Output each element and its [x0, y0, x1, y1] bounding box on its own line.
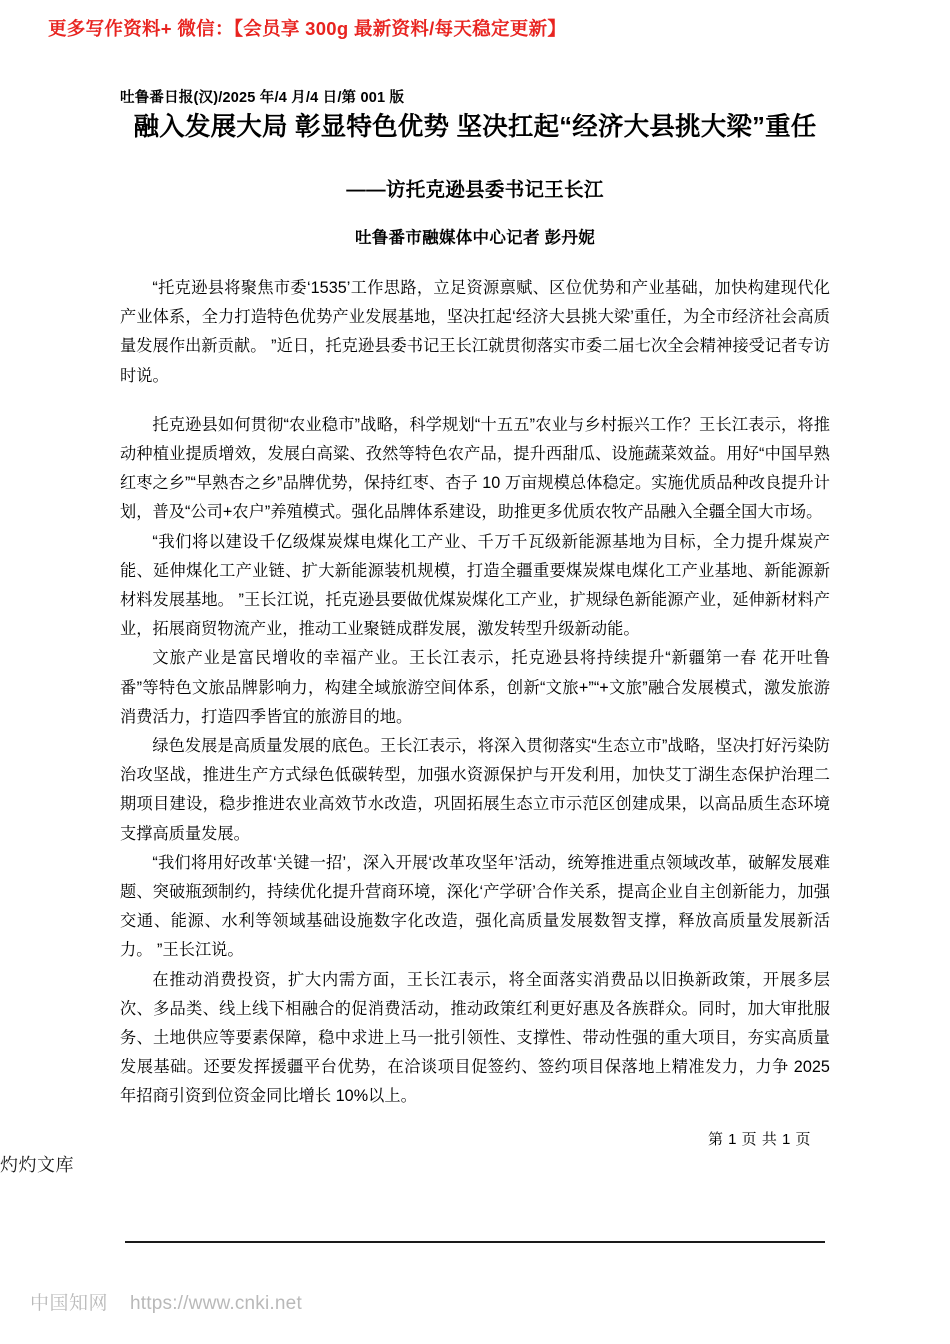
article-paragraph: 文旅产业是富民增收的幸福产业。王长江表示，托克逊县将持续提升“新疆第一春 花开吐鲁番”等特色文旅品牌影响力，构建全域旅游空间体系，创新“文旅+”“+文旅”融合发展模式，激发旅游消费活力，打造四季皆宜的旅游目的地。: [120, 649, 830, 726]
cnki-brand-name: 中国知网: [30, 1293, 109, 1314]
article-paragraph: 在推动消费投资，扩大内需方面，王长江表示，将全面落实消费品以旧换新政策，开展多层次、多品类、线上线下相融合的促消费活动，推动政策红利更好惠及各族群众。同时，加大审批服务、土地供应等要素保障，稳中求进上马一批引领性、支撑性、带动性强的重大项目，夯实高质量发展基础。还要发挥援疆平台优势，在洽谈项目促签约、签约项目保落地上精准发力，力争 2025 年招商引资到位资金同比增长 10%以上。: [120, 970, 830, 1106]
library-watermark: 灼灼文库: [0, 1155, 74, 1175]
cnki-footer: [30, 1288, 302, 1315]
article-paragraph: “我们将以建设千亿级煤炭煤电煤化工产业、千万千瓦级新能源基地为目标，全力提升煤炭产能、延伸煤化工产业链、扩大新能源装机规模，打造全疆重要煤炭煤电煤化工产业基地、新能源新材料发展基地。 ”王长江说，托克逊县要做优煤炭煤化工产业，扩规绿色新能源产业，延伸新材料产业，拓展商贸物流产业，推动工业聚链成群发展，激发转型升级新动能。: [120, 532, 830, 639]
document-body: [120, 88, 830, 1112]
article-paragraph: “我们将用好改革‘关键一招’，深入开展‘改革攻坚年’活动，统筹推进重点领域改革，破解发展难题、突破瓶颈制约，持续优化提升营商环境，深化‘产学研’合作关系，提高企业自主创新能力，加强交通、能源、水利等领域基础设施数字化改造，强化高质量发展数智支撑，释放高质量发展新活力。 ”王长江说。: [120, 853, 830, 960]
article-paragraph: 托克逊县如何贯彻“农业稳市”战略，科学规划“十五五”农业与乡村振兴工作？王长江表示，将推动种植业提质增效，发展白高粱、孜然等特色农产品，提升西甜瓜、设施蔬菜效益。用好“中国早熟红枣之乡”“早熟杏之乡”品牌优势，保持红枣、杏子 10 万亩规模总体稳定。实施优质品种改良提升计划，普及“公司+农户”养殖模式。强化品牌体系建设，助推更多优质农牧产品融入全疆全国大市场。: [120, 415, 830, 522]
article-paragraph: 绿色发展是高质量发展的底色。王长江表示，将深入贯彻落实“生态立市”战略，坚决打好污染防治攻坚战，推进生产方式绿色低碳转型，加强水资源保护与开发利用，加快艾丁湖生态保护治理二期项目建设，稳步推进农业高效节水改造，巩固拓展生态立市示范区创建成果，以高品质生态环境支撑高质量发展。: [120, 737, 830, 843]
page-counter: 第 1 页 共 1 页: [708, 1131, 812, 1148]
article-paragraph: “托克逊县将聚焦市委‘1535’工作思路，立足资源禀赋、区位优势和产业基础，加快构建现代化产业体系，全力打造特色优势产业发展基地，坚决扛起‘经济大县挑大梁’重任，为全市经济社会高质量发展作出新贡献。 ”近日，托克逊县委书记王长江就贯彻落实市委二届七次全会精神接受记者专访时说。: [120, 279, 830, 385]
footer-divider: [125, 1241, 825, 1243]
source-citation-line: 吐鲁番日报(汉)/2025 年/4 月/4 日/第 001 版: [120, 90, 405, 106]
page-title: 融入发展大局 彰显特色优势 坚决扛起“经济大县挑大梁”重任: [133, 113, 817, 141]
promo-banner-text: 更多写作资料+ 微信：【会员享 300g 最新资料/每天稳定更新】: [48, 18, 567, 39]
cnki-url: https://www.cnki.net: [130, 1293, 302, 1314]
byline: 吐鲁番市融媒体中心记者 彭丹妮: [354, 229, 596, 247]
article-body: [120, 274, 830, 1112]
subtitle: ——访托克逊县委书记王长江: [346, 179, 604, 201]
